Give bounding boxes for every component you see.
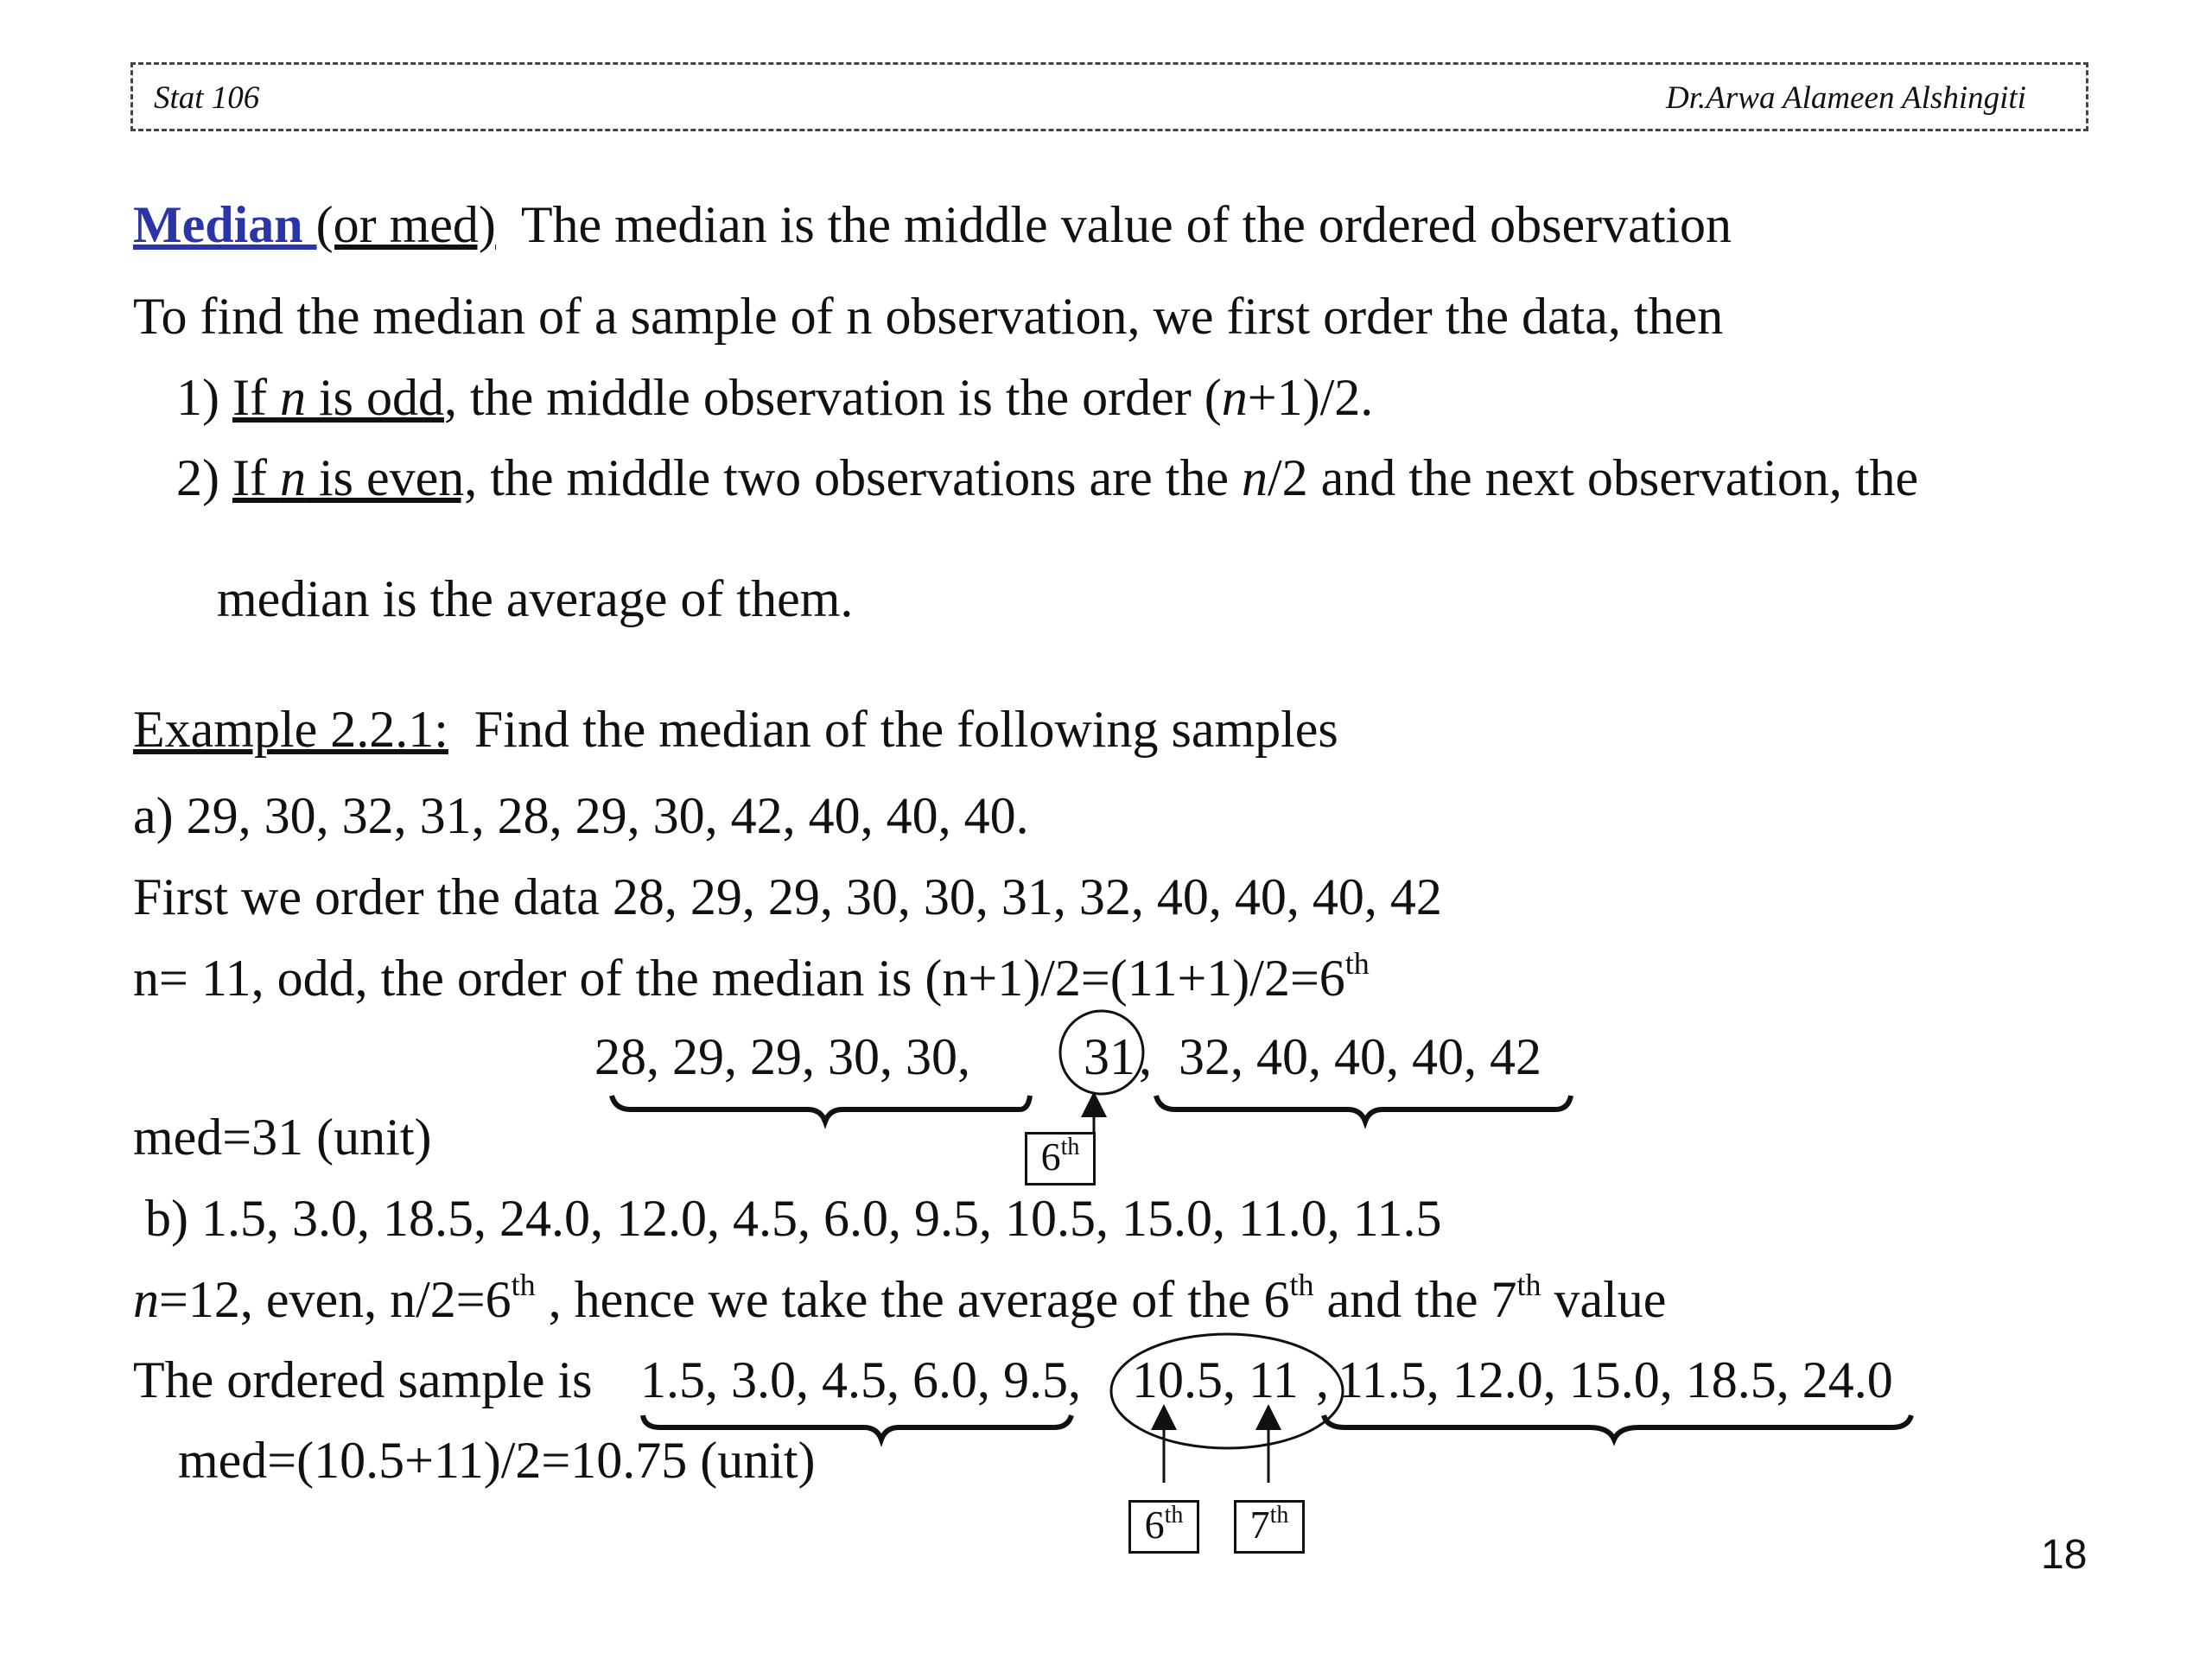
sample-a-position-label: 6th [1025, 1132, 1096, 1185]
sample-a-ordered: First we order the data 28, 29, 29, 30, 30, 31, 32, 40, 40, 40, 42 [133, 868, 1442, 925]
median-definition-text: The median is the middle value of the ordered observation [520, 196, 1732, 253]
example-title: Example 2.2.1: [133, 701, 448, 758]
sample-b-comma: , [1316, 1351, 1329, 1408]
rule-even-continuation: median is the average of them. [217, 570, 854, 627]
sample-b-label-7th: 7th [1234, 1500, 1305, 1554]
sample-a-right-values: 32, 40, 40, 40, 42 [1179, 1028, 1541, 1085]
rule-even-condition: If n is even, [232, 449, 478, 506]
median-abbrev: (or med) [315, 196, 496, 253]
sample-b-result: med=(10.5+11)/2=10.75 (unit) [178, 1432, 816, 1489]
sample-a-data: a) 29, 30, 32, 31, 28, 29, 30, 42, 40, 40, 40. [133, 787, 1029, 844]
sample-a-left-brace [612, 1096, 1030, 1122]
sample-a-result: med=31 (unit) [133, 1109, 432, 1166]
rule-odd-condition: If n is odd [232, 369, 444, 426]
sample-a-n-line: n= 11, odd, the order of the median is (n+1)/2=(11+1)/2=6th [133, 946, 1370, 1007]
sample-b-right-values: 11.5, 12.0, 15.0, 18.5, 24.0 [1338, 1351, 1893, 1408]
sample-b-right-brace [1324, 1415, 1911, 1440]
sample-a-median-value: 31 [1084, 1028, 1135, 1085]
sample-a-comma: , [1139, 1028, 1152, 1085]
median-intro: To find the median of a sample of n observation, we first order the data, then [133, 288, 1724, 345]
median-term: Median [133, 196, 316, 253]
rule-odd: 1) If n is odd, the middle observation is the order (n+1)/2. [176, 369, 1374, 426]
sample-b-label-6th: 6th [1128, 1500, 1199, 1554]
author-label: Dr.Arwa Alameen Alshingiti [1666, 80, 2026, 116]
sample-b-data: b) 1.5, 3.0, 18.5, 24.0, 12.0, 4.5, 6.0, 9.5, 10.5, 15.0, 11.0, 11.5 [145, 1190, 1442, 1247]
rule-even: 2) If n is even, the middle two observations are the n/2 and the next observation, the [176, 449, 1919, 506]
example-prompt: Find the median of the following samples [474, 701, 1338, 758]
sample-b-median-ellipse [1111, 1334, 1343, 1448]
sample-b-median-values: 10.5, 11 [1132, 1351, 1299, 1408]
page-number: 18 [2041, 1532, 2088, 1578]
sample-b-left-values: 1.5, 3.0, 4.5, 6.0, 9.5, [640, 1351, 1081, 1408]
sample-b-left-brace [643, 1415, 1071, 1440]
course-label: Stat 106 [154, 80, 260, 116]
sample-a-right-brace [1156, 1096, 1571, 1122]
sample-a-left-values: 28, 29, 29, 30, 30, [594, 1028, 970, 1085]
sample-b-n-line: n=12, even, n/2=6th , hence we take the average of the 6th and the 7th value [133, 1268, 1667, 1328]
sample-b-ordered-prefix: The ordered sample is [133, 1351, 593, 1408]
sample-a-median-circle [1060, 1011, 1143, 1094]
